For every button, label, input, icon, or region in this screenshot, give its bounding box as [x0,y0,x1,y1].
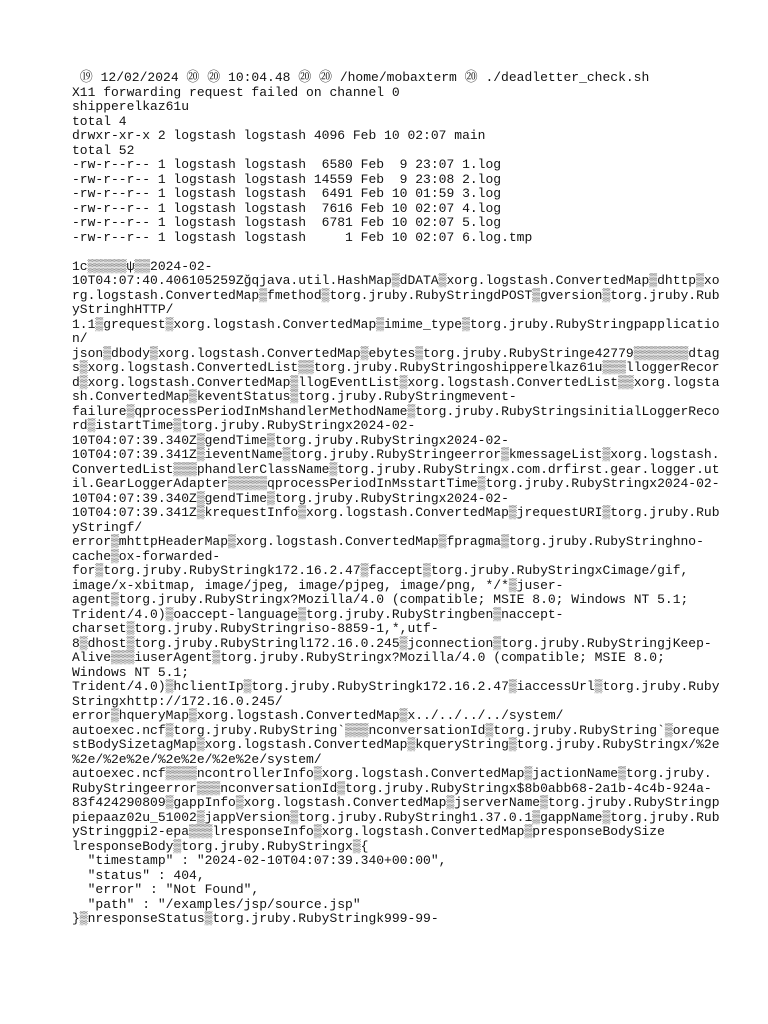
output-line: 10T04:07:39.340Z▒gendTime▒torg.jruby.RubyStringx2024-02- [72,490,509,506]
output-line: "path" : "/examples/jsp/source.jsp" [72,896,361,912]
output-line: 10T04:07:39.341Z▒ieventName▒torg.jruby.RubyStringeerror▒kmessageList▒xorg.logstash. [72,447,720,462]
output-line: -rw-r--r-- 1 logstash logstash 1 Feb 10 02:07 6.log.tmp [72,229,533,245]
output-line: il.GearLoggerAdapter▒▒▒▒▒qprocessPeriodInMsstartTime▒torg.jruby.RubyStringx2024-02- [72,476,720,491]
output-line: Stringxhttp://172.16.0.245/ [72,693,283,709]
output-lines [72,84,720,927]
output-line: "timestamp" : "2024-02-10T04:07:39.340+00:00", [72,853,447,868]
output-line: rd▒istartTime▒torg.jruby.RubyStringx2024-02- [72,418,416,433]
output-line: sh.ConvertedMap▒keventStatus▒torg.jruby.RubyStringmevent- [72,389,517,404]
prompt-line: ⑲ 12/02/2024 ⑳ ⑳ 10:04.48 ⑳ ⑳ /home/mobaxterm ⑳ ./deadletter_check.sh [72,70,650,85]
output-line: autoexec.ncf▒torg.jruby.RubyString`▒▒▒nconversationId▒torg.jruby.RubyString`▒oreque [72,722,720,738]
output-line: total 4 [72,113,127,129]
output-line: shipperelkaz61u [72,99,190,114]
output-line: agent▒torg.jruby.RubyStringx?Mozilla/4.0 (compatible; MSIE 8.0; Windows NT 5.1; [72,592,689,607]
output-line: image/x-xbitmap, image/jpeg, image/pjpeg, image/png, */*▒juser- [72,577,564,593]
output-line: cache▒ox-forwarded- [72,548,221,564]
output-line: ConvertedList▒▒▒phandlerClassName▒torg.jruby.RubyStringx.com.drfirst.gear.logger.ut [72,461,720,477]
output-line: }▒nresponseStatus▒torg.jruby.RubyStringk999-99- [72,911,439,926]
output-line: for▒torg.jruby.RubyStringk172.16.2.47▒faccept▒torg.jruby.RubyStringxCimage/gif, [72,563,689,578]
output-line: -rw-r--r-- 1 logstash logstash 6580 Feb 9 23:07 1.log [72,157,502,172]
output-line: 83f424290809▒gappInfo▒xorg.logstash.ConvertedMap▒jserverName▒torg.jruby.RubyStringp [72,795,720,810]
output-line: piepaaz02u_51002▒jappVersion▒torg.jruby.RubyStringh1.37.0.1▒gappName▒torg.jruby.Rub [72,809,720,825]
output-line: Trident/4.0)▒oaccept-language▒torg.jruby.RubyStringben▒naccept- [72,606,564,622]
output-line: Alive▒▒▒iuserAgent▒torg.jruby.RubyStringx?Mozilla/4.0 (compatible; MSIE 8.0; [72,650,665,665]
output-line: yStringf/ [72,519,143,535]
output-line: yStringgpi2-epa▒▒▒lresponseInfo▒xorg.logstash.ConvertedMap▒presponseBodySize [72,824,665,839]
output-line: "status" : 404, [72,867,205,883]
output-line: stBodySizetagMap▒xorg.logstash.ConvertedMap▒kqueryString▒torg.jruby.RubyStringx/%2e [72,737,720,752]
output-line: -rw-r--r-- 1 logstash logstash 7616 Feb 10 02:07 4.log [72,200,502,216]
output-line: -rw-r--r-- 1 logstash logstash 14559 Feb 9 23:08 2.log [72,171,502,187]
output-line: lresponseBody▒torg.jruby.RubyStringx▒{ [72,838,369,854]
output-line: "error" : "Not Found", [72,882,260,897]
output-line: 10T04:07:39.341Z▒krequestInfo▒xorg.logstash.ConvertedMap▒jrequestURI▒torg.jruby.Rub [72,505,720,520]
output-line: error▒mhttpHeaderMap▒xorg.logstash.ConvertedMap▒fpragma▒torg.jruby.RubyStringhno- [72,534,704,549]
output-line: -rw-r--r-- 1 logstash logstash 6491 Feb 10 01:59 3.log [72,186,502,201]
output-line: failure▒qprocessPeriodInMshandlerMethodName▒torg.jruby.RubyStringsinitialLoggerReco [72,403,720,419]
output-line: X11 forwarding request failed on channel 0 [72,84,400,100]
output-line: 10T04:07:40.406105259Zğqjava.util.HashMap▒dDATA▒xorg.logstash.ConvertedMap▒dhttp▒xo [72,273,720,288]
output-line: 10T04:07:39.340Z▒gendTime▒torg.jruby.RubyStringx2024-02- [72,432,509,448]
output-line: drwxr-xr-x 2 logstash logstash 4096 Feb 10 02:07 main [72,128,486,143]
output-line: yStringhHTTP/ [72,302,174,317]
output-line: 1c▒▒▒▒▒ψ▒▒2024-02- [72,258,213,274]
output-line: 8▒dhost▒torg.jruby.RubyStringl172.16.0.245▒jconnection▒torg.jruby.RubyStringjKeep- [72,635,712,651]
output-line: d▒xorg.logstash.ConvertedMap▒llogEventList▒xorg.logstash.ConvertedList▒▒xorg.logsta [72,374,720,390]
output-line: -rw-r--r-- 1 logstash logstash 6781 Feb 10 02:07 5.log [72,215,502,230]
output-line: error▒hqueryMap▒xorg.logstash.ConvertedMap▒x../../../../system/ [72,708,564,723]
output-line: s▒xorg.logstash.ConvertedList▒▒torg.jruby.RubyStringoshipperelkaz61u▒▒▒lloggerRecor [72,360,720,375]
terminal-output[interactable] [72,70,720,927]
output-line: 1.1▒grequest▒xorg.logstash.ConvertedMap▒imime_type▒torg.jruby.RubyStringpapplicatio [72,316,720,332]
output-line: RubyStringeerror▒▒▒nconversationId▒torg.jruby.RubyStringx$8b0abb68-2a1b-4c4b-924a- [72,780,712,796]
output-line [72,245,712,260]
output-line: %2e/%2e%2e/%2e%2e/%2e%2e/system/ [72,751,322,767]
output-line: rg.logstash.ConvertedMap▒fmethod▒torg.jruby.RubyStringdPOST▒gversion▒torg.jruby.Rub [72,287,720,303]
output-line: Windows NT 5.1; [72,664,190,680]
output-line: charset▒torg.jruby.RubyStringriso-8859-1,*,utf- [72,621,439,636]
output-line: json▒dbody▒xorg.logstash.ConvertedMap▒ebytes▒torg.jruby.RubyStringe42779▒▒▒▒▒▒▒dtag [72,345,720,361]
output-line: total 52 [72,142,135,158]
output-line: Trident/4.0)▒hclientIp▒torg.jruby.RubyStringk172.16.2.47▒iaccessUrl▒torg.jruby.Ruby [72,679,720,694]
output-line: n/ [72,331,88,346]
output-line: autoexec.ncf▒▒▒▒ncontrollerInfo▒xorg.logstash.ConvertedMap▒jactionName▒torg.jruby. [72,766,712,781]
